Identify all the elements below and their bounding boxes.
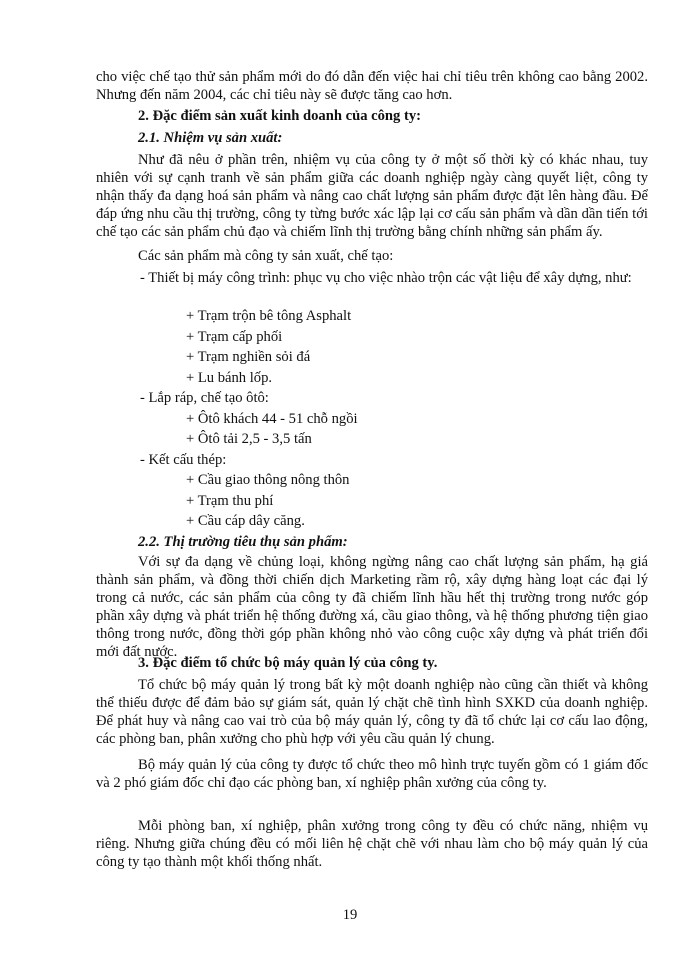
paragraph-structure: Bộ máy quản lý của công ty được tổ chức theo mô hình trực tuyến gồm có 1 giám đốc và 2 phó giám đốc chỉ đạo các phòng ban, xí nghiệp phân xưởng của công ty. (96, 757, 648, 791)
list-subitem: + Cầu cáp dây căng. (186, 513, 305, 529)
list-subitem: + Trạm cấp phối (186, 329, 283, 345)
heading-2-1: 2.1. Nhiệm vụ sản xuất: (138, 130, 283, 146)
paragraph-management: Tổ chức bộ máy quản lý trong bất kỳ một doanh nghiệp nào cũng cần thiết và không thể thiếu được để đảm bảo sự giám sát, quản lý chặt chẽ tình hình SXKD của doanh nghiệp. Để phát huy và nâng cao vai trò của bộ máy quản lý, công ty đã tổ chức lại cơ cấu lao động, các phòng ban, phân xưởng cho phù hợp với yêu cầu quản lý chung. (96, 677, 648, 747)
list-subitem: + Ôtô khách 44 - 51 chỗ ngồi (186, 411, 358, 427)
list-subitem: + Trạm trộn bê tông Asphalt (186, 308, 352, 324)
page-number: 19 (342, 907, 358, 923)
list-subitem: + Trạm nghiền sỏi đá (186, 349, 311, 365)
list-item-machinery: - Thiết bị máy công trình: phục vụ cho việc nhào trộn các vật liệu để xây dựng, như: (140, 270, 632, 286)
paragraph-departments: Mỗi phòng ban, xí nghiệp, phân xưởng trong công ty đều có chức năng, nhiệm vụ riêng. Nhưng giữa chúng đều có mối liên hệ chặt chẽ với nhau làm cho bộ máy quản lý của công ty tạo thành một khối thống nhất. (96, 818, 648, 870)
list-item-steel: - Kết cấu thép: (140, 452, 227, 468)
list-item-automobile: - Lắp ráp, chế tạo ôtô: (140, 390, 269, 406)
heading-section-3: 3. Đặc điểm tổ chức bộ máy quản lý của công ty. (138, 655, 438, 671)
heading-section-2: 2. Đặc điểm sản xuất kinh doanh của công ty: (138, 108, 422, 124)
list-subitem: + Ôtô tải 2,5 - 3,5 tấn (186, 431, 312, 447)
list-subitem: + Cầu giao thông nông thôn (186, 472, 350, 488)
paragraph-market: Với sự đa dạng về chủng loại, không ngừng nâng cao chất lượng sản phẩm, hạ giá thành sản phẩm, và đồng thời chiến dịch Marketing rầm rộ, xây dựng hàng loạt các đại lý trong cả nước, các sản phẩm của công ty đã chiếm lĩnh hầu hết thị trường trong nước góp phần xây dựng và phát triển hệ thống đường xá, cầu giao thông, và hệ thống phương tiện giao thông trong nước, đồng thời góp phần không nhỏ vào công cuộc xây dựng và phát triển đổi mới đất nước. (96, 554, 648, 660)
paragraph-products-intro: Các sản phẩm mà công ty sản xuất, chế tạo: (138, 248, 394, 264)
list-subitem: + Trạm thu phí (186, 493, 274, 509)
paragraph-tasks: Như đã nêu ở phần trên, nhiệm vụ của công ty ở một số thời kỳ có khác nhau, tuy nhiên với sự cạnh tranh về sản phẩm giữa các doanh nghiệp ngày càng quyết liệt, công ty nhận thấy đa dạng hoá sản phẩm và nâng cao chất lượng sản phẩm được đặt lên hàng đầu. Để đáp ứng nhu cầu thị trường, công ty từng bước xác lập lại cơ cấu sản phẩm và dần dần tiến tới chế tạo các sản phẩm chủ đạo và chiếm lĩnh thị trường bằng chính những sản phẩm ấy. (96, 152, 648, 240)
list-subitem: + Lu bánh lốp. (186, 370, 273, 386)
heading-2-2: 2.2. Thị trường tiêu thụ sản phẩm: (138, 534, 348, 550)
paragraph-continuation: cho việc chế tạo thử sản phẩm mới do đó dẫn đến việc hai chỉ tiêu trên không cao bằng 2002. Nhưng đến năm 2004, các chỉ tiêu này sẽ được tăng cao hơn. (96, 69, 648, 103)
